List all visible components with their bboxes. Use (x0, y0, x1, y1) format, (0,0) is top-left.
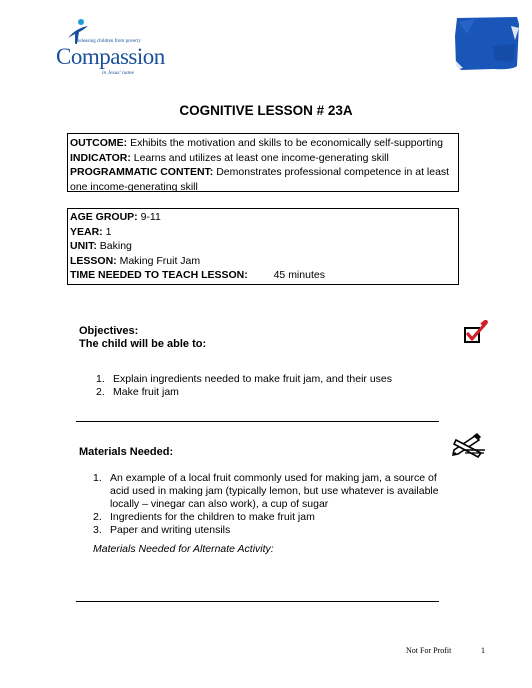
list-item: 1. An example of a local fruit commonly used for making jam, a source of acid used in making jam (typically lemon, but use whatever is available locally – vinegar can also work), a cup of sugar (93, 472, 439, 510)
year-row (70, 225, 458, 240)
lesson-value: Making Fruit Jam (119, 254, 201, 267)
outcome-box (67, 133, 459, 192)
unit-label: UNIT: (70, 240, 97, 252)
alternate-materials-heading: Materials Needed for Alternate Activity: (93, 543, 274, 555)
year-value: 1 (105, 225, 112, 238)
blue-corner-block (453, 16, 521, 71)
programmatic-row (70, 165, 458, 194)
indicator-value: Learns and utilizes at least one income-generating skill (133, 151, 389, 164)
divider (76, 601, 439, 602)
age-group-value: 9-11 (140, 211, 161, 223)
page-number: 1 (481, 646, 485, 655)
objectives-section (79, 325, 206, 351)
logo-tagline: Releasing children from poverty (76, 39, 141, 44)
outcome-label: OUTCOME: (70, 137, 128, 149)
year-label: YEAR: (70, 225, 103, 238)
time-row (70, 268, 458, 283)
lesson-label: LESSON: (70, 254, 117, 267)
indicator-label: INDICATOR: (70, 151, 131, 164)
lesson-info-box (67, 208, 459, 285)
divider (76, 421, 439, 422)
pencil-tools-icon (451, 432, 487, 463)
objectives-list (96, 373, 392, 399)
programmatic-label: PROGRAMMATIC CONTENT: (70, 166, 214, 178)
footer-note: Not For Profit (406, 646, 452, 655)
time-value: 45 minutes (273, 269, 325, 281)
list-item: 2. Ingredients for the children to make fruit jam (93, 511, 315, 523)
list-item: 1. Explain ingredients needed to make fruit jam, and their uses (96, 373, 392, 385)
age-group-row (70, 210, 458, 225)
outcome-row (70, 136, 458, 151)
time-label: TIME NEEDED TO TEACH LESSON: (70, 269, 248, 281)
logo-wordmark: Compassion (56, 44, 165, 69)
checkbox-check-icon (464, 320, 490, 351)
age-group-label: AGE GROUP: (70, 211, 138, 223)
unit-row (70, 239, 458, 254)
list-item: 3. Paper and writing utensils (93, 524, 231, 536)
lesson-row (70, 254, 458, 269)
programmatic-value: Demonstrates professional competence in at least one income-generating skill (70, 166, 450, 193)
materials-heading: Materials Needed: (79, 446, 174, 458)
objectives-subheading: The child will be able to: (79, 338, 207, 350)
lesson-title: COGNITIVE LESSON # 23A (179, 103, 353, 118)
materials-list (93, 472, 448, 537)
logo-subline: in Jesus' name (102, 70, 135, 76)
outcome-value: Exhibits the motivation and skills to be economically self-supporting (130, 137, 443, 149)
indicator-row (70, 151, 458, 166)
objectives-heading: Objectives: (79, 325, 139, 337)
list-item: 2. Make fruit jam (96, 386, 179, 398)
unit-value: Baking (99, 240, 132, 252)
compassion-logo (52, 18, 172, 76)
